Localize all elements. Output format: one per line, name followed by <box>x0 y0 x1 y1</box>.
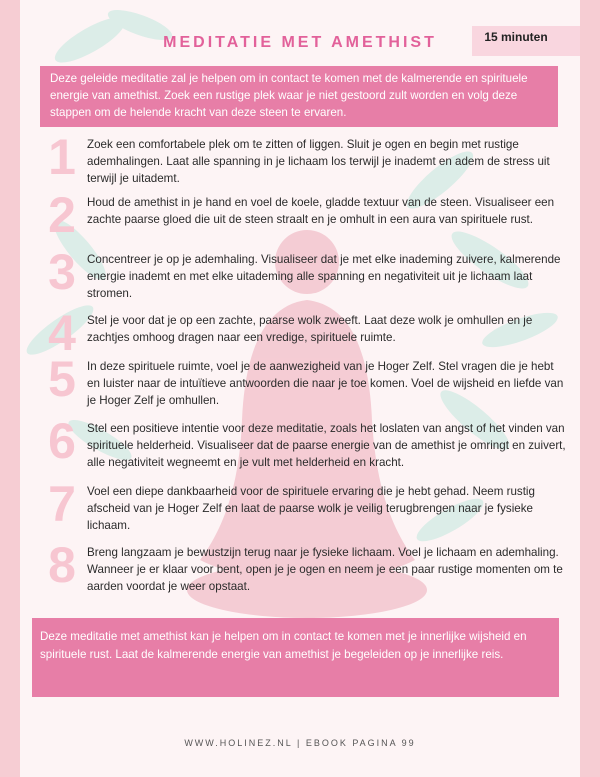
step-text: In deze spirituele ruimte, voel je de aanwezigheid van je Hoger Zelf. Stel vragen die je hebt en luister naar de intuïtieve antwoorden die naar je toe komen. Voel de wijsheid en liefde van je Hoger Zelf je omhullen. <box>87 360 564 407</box>
outro-box: Deze meditatie met amethist kan je helpen om in contact te komen met je innerlijke wijsheid en spirituele rust. Laat de kalmerende energie van amethist je begeleiden op je innerlijke reis. <box>32 618 559 697</box>
page <box>20 0 580 777</box>
step-number: 3 <box>48 244 76 300</box>
step-number: 6 <box>48 413 76 469</box>
step-number: 1 <box>48 129 76 185</box>
duration-label: 15 minuten <box>484 30 548 44</box>
page-title: MEDITATIE MET AMETHIST <box>163 34 437 51</box>
step-text: Stel een positieve intentie voor deze meditatie, zoals het loslaten van angst of het vinden van spirituele helderheid. Visualiseer dat de paarse energie van de amethist je omringt en zuivert, alle negativiteit wegneemt en je vult met helderheid en kracht. <box>87 422 566 469</box>
step-number: 5 <box>48 351 76 407</box>
step-number: 8 <box>48 537 76 593</box>
step-text: Zoek een comfortabele plek om te zitten of liggen. Sluit je ogen en begin met rustige ademhalingen. Laat alle spanning in je lichaam los terwijl je inademt en adem de stress uit terwijl je uitademt. <box>87 138 550 185</box>
step-number: 7 <box>48 476 76 532</box>
step-number: 4 <box>48 305 76 361</box>
step-number: 2 <box>48 187 76 243</box>
step-text: Concentreer je op je ademhaling. Visualiseer dat je met elke inademing zuivere, kalmerende energie inademt en met elke uitademing alle spanning en negativiteit uit je lichaam laat stromen. <box>87 253 561 300</box>
footer: WWW.HOLINEZ.NL | EBOOK PAGINA 99 <box>184 738 416 748</box>
step-text: Houd de amethist in je hand en voel de koele, gladde textuur van de steen. Visualiseer een zachte paarse gloed die uit de steen straalt en je omhult in een aura van spirituele rust. <box>87 196 555 226</box>
step-text: Breng langzaam je bewustzijn terug naar je fysieke lichaam. Voel je lichaam en ademhaling. Wanneer je er klaar voor bent, open je je ogen en neem je een paar rustige momenten om te aarden voordat je weer opstaat. <box>87 546 563 593</box>
step-text: Stel je voor dat je op een zachte, paarse wolk zweeft. Laat deze wolk je omhullen en je zachtjes omhoog dragen naar een vredige, spirituele ruimte. <box>87 314 533 344</box>
intro-box: Deze geleide meditatie zal je helpen om in contact te komen met de kalmerende en spirituele energie van amethist. Zoek een rustige plek waar je niet gestoord zult worden en volg deze stappen om de helende kracht van deze steen te ervaren. <box>40 66 558 127</box>
step-text: Voel een diepe dankbaarheid voor de spirituele ervaring die je hebt gehad. Neem rustig afscheid van je Hoger Zelf en laat de paarse wolk je veilig terugbrengen naar je fysieke lichaam. <box>87 485 535 532</box>
